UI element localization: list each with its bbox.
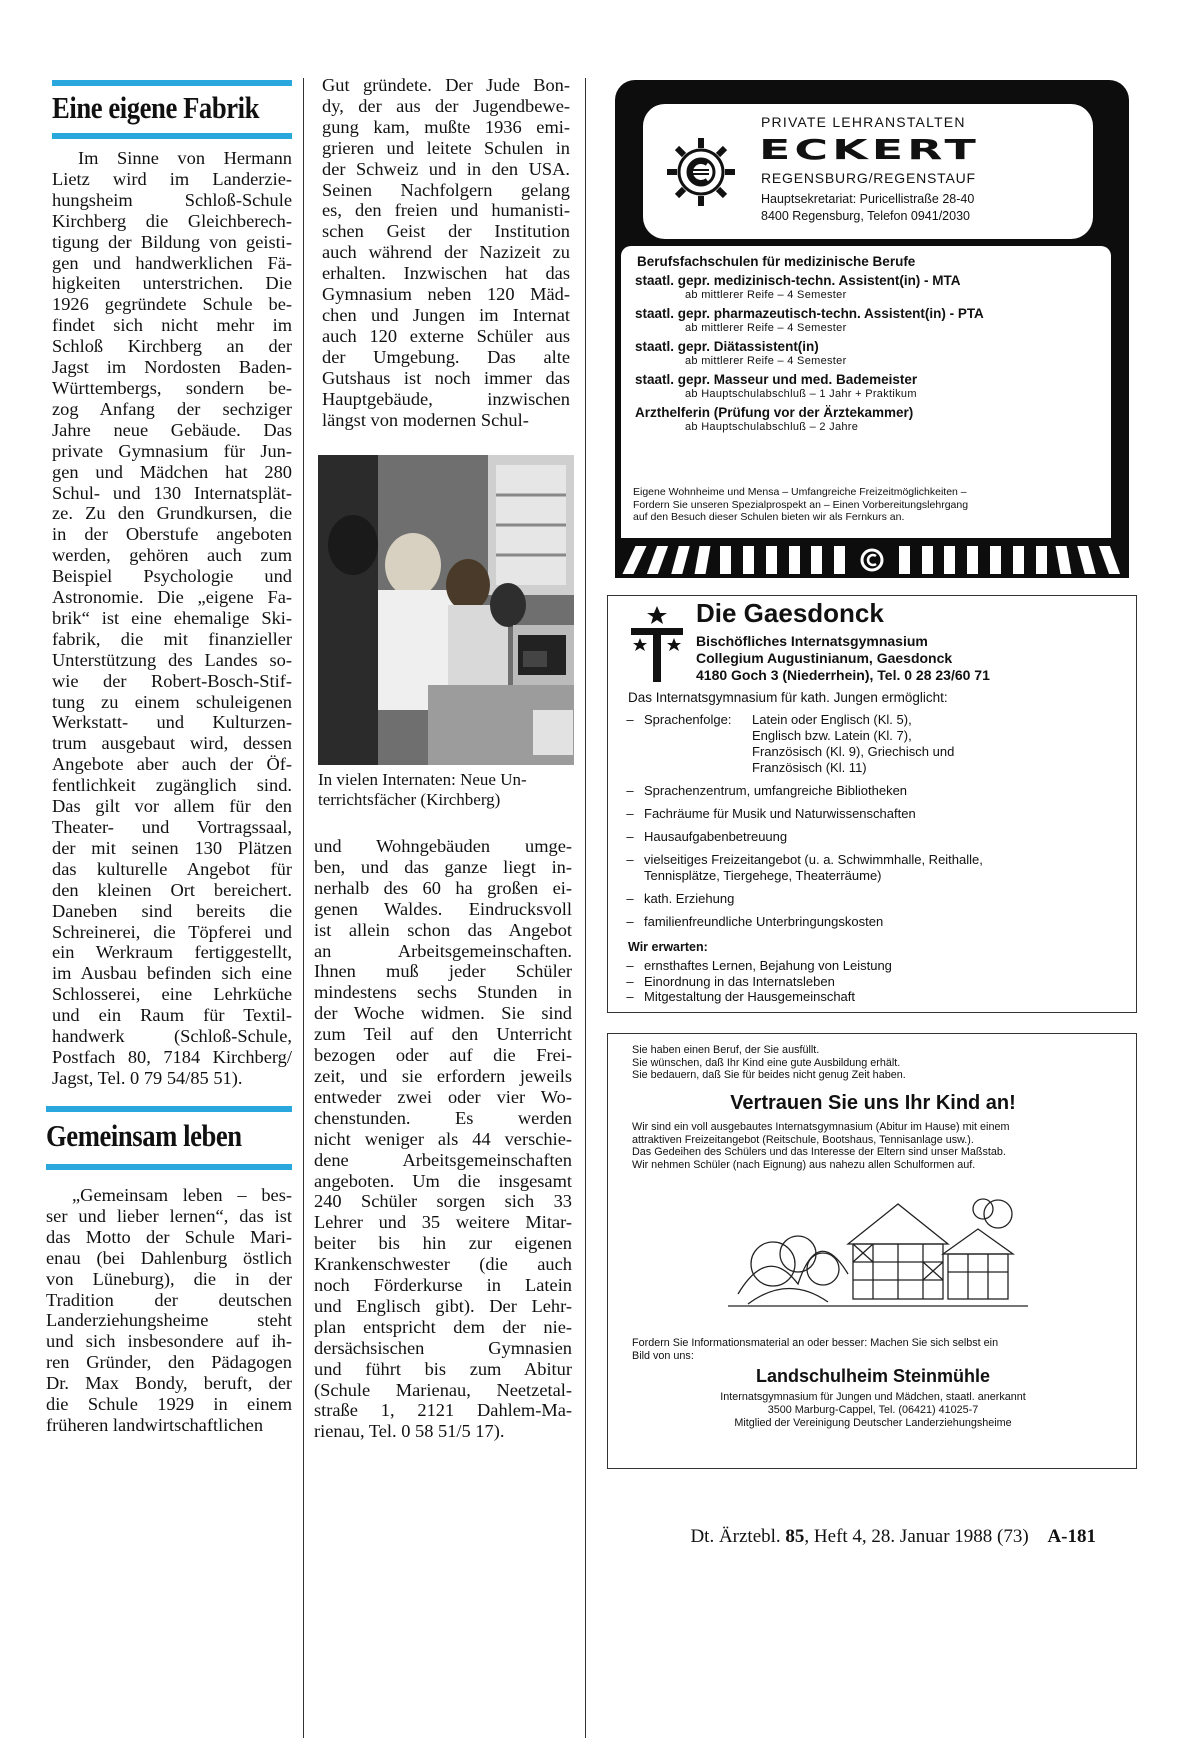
lang-line: Französisch (Kl. 9), Griechisch und [752, 744, 955, 759]
text-line: Dr. Max Bondy, beruft, der [46, 1373, 292, 1394]
text-line: handwerk (Schloß-Schule, [52, 1026, 292, 1047]
gaesdonck-language-values [752, 712, 954, 776]
eckert-name: ECKERT [759, 134, 980, 166]
stripe [1036, 546, 1047, 574]
eckert-footer-line-2: Fordern Sie unseren Spezialprospekt an – Einen Vorbereitungslehrgang [633, 498, 969, 511]
eckert-gear-logo-icon [663, 134, 739, 210]
text-line: an Arbeitsgemeinschaften. [314, 940, 572, 961]
steinmuehle-cta-line: Fordern Sie Informationsmaterial an oder besser: Machen Sie sich selbst ein [632, 1337, 999, 1349]
gaesdonck-intro: Das Internatsgymnasium für kath. Jungen ermöglicht: [628, 690, 948, 705]
bullet: – [626, 852, 634, 867]
stripe [1099, 546, 1120, 574]
text-line: 1926 gegründete Schule be- [52, 294, 292, 315]
stripe [944, 546, 955, 574]
eckert-footer-text [633, 486, 968, 524]
article1-column1 [52, 148, 292, 1089]
text-line: Angebote aber auch der Öf- [52, 754, 292, 775]
gaesdonck-expect-text: Einordnung in das Internatsleben [644, 973, 835, 989]
text-line: ser und lieber lernen“, das ist [46, 1205, 292, 1226]
stripe [811, 546, 822, 574]
gaesdonck-offer-text: Sprachenzentrum, umfangreiche Bibliotheken [644, 783, 908, 798]
text-line: Lietz wird im Landerzie- [52, 168, 292, 189]
text-line: in der Oberstufe angeboten [52, 524, 292, 545]
headline-eine-eigene-fabrik: Eine eigene Fabrik [52, 90, 260, 125]
gaesdonck-expect-item [616, 974, 892, 990]
text-line: Schlosserei, eine Lehrküche [52, 984, 292, 1005]
gaesdonck-expect-text: ernsthaftes Lernen, Bejahung von Leistung [644, 958, 892, 973]
text-line: Daneben sind bereits die [52, 900, 292, 921]
eckert-course-requirement: ab mittlerer Reife – 4 Semester [685, 289, 847, 301]
text-line: private Gymnasium für Jun- [52, 440, 292, 461]
stripe [743, 546, 754, 574]
eckert-course-title: staatl. gepr. pharmazeutisch-techn. Assistent(in) - PTA [635, 306, 984, 321]
gaesdonck-offer-text: vielseitiges Freizeitangebot (u. a. Schwimmhalle, Reithalle, [644, 852, 983, 867]
stripe [1056, 546, 1072, 574]
eckert-footer-line-3: auf den Besuch dieser Schulen bieten wir als Fernkurs an. [633, 511, 905, 523]
text-line: werden, gehören auch zum [52, 545, 292, 566]
footer-volume: 85 [785, 1526, 805, 1547]
ad-eckert-courses-panel [621, 246, 1111, 538]
eckert-course-item [635, 372, 1105, 401]
text-line: higkeiten unterstrichen. Die [52, 273, 292, 294]
text-line: der Woche widmen. Sie sind [314, 1003, 572, 1024]
text-line: im Ausbau befinden sich eine [52, 963, 292, 984]
text-line: rienau, Tel. 0 58 51/5 17). [314, 1421, 505, 1442]
text-line: beiter bis hin zur eigenen [314, 1233, 572, 1254]
column-rule-2 [585, 78, 586, 1738]
text-line: (Schule Marienau, Neetzetal- [314, 1379, 572, 1400]
text-line: Seinen Nachfolgern gelang [322, 179, 570, 200]
ad-gaesdonck [607, 595, 1137, 1013]
gaesdonck-expect-item [616, 989, 892, 1005]
lang-line: Englisch bzw. Latein (Kl. 7), [752, 728, 912, 743]
text-line: und führt bis zum Abitur [314, 1358, 572, 1379]
text-line: gen und Mädchen hat 280 [52, 461, 292, 482]
page-footer [690, 1526, 1096, 1548]
ad-eckert-header-panel [643, 104, 1093, 239]
stripe [647, 546, 668, 574]
gaesdonck-offer-item [616, 914, 1126, 930]
bullet: – [626, 712, 634, 727]
stripe [967, 546, 978, 574]
ad-steinmuehle [607, 1033, 1137, 1469]
text-line: Gutshaus ist noch immer das [322, 367, 570, 388]
eckert-course-title: staatl. gepr. medizinisch-techn. Assistent(in) - MTA [635, 273, 961, 288]
steinmuehle-addr-line: Mitglied der Vereinigung Deutscher Landerziehungsheime [734, 1417, 1012, 1429]
stripe [834, 546, 845, 574]
gaesdonck-offer-item [616, 806, 1126, 822]
gaesdonck-offer-text: kath. Erziehung [644, 891, 735, 906]
gaesdonck-offer-item [616, 891, 1126, 907]
text-line: tigung der Bildung von geisti- [52, 231, 292, 252]
stripe [720, 546, 731, 574]
stripe [695, 546, 711, 574]
eckert-address-1: Hauptsekretariat: Puricellistraße 28-40 [761, 192, 975, 206]
text-line: ein Werkraum fertiggestellt, [52, 942, 292, 963]
text-line: trum ausgebaut wird, dessen [52, 733, 292, 754]
text-line: dene Arbeitsgemeinschaften [314, 1149, 572, 1170]
headline2-rule-top [46, 1106, 292, 1112]
footer-journal: Dt. Ärztebl. [690, 1526, 781, 1547]
text-line: grieren und leitete Schulen in [322, 137, 570, 158]
text-line: chenstunden. Es werden [314, 1107, 572, 1128]
text-line: hungsheim Schloß-Schule [52, 189, 292, 210]
text-line: Jahre neue Gebäude. Das [52, 419, 292, 440]
text-line: Jagst, Tel. 0 79 54/85 51). [52, 1067, 243, 1088]
text-line: ben, und das ganze liegt in- [314, 856, 572, 877]
photo-caption-line-2: terrichtsfächer (Kirchberg) [318, 790, 501, 809]
text-line: und sich insbesondere auf ih- [46, 1331, 292, 1352]
text-line: Das gilt vor allem für den [52, 796, 292, 817]
bullet: – [626, 958, 634, 973]
lang-line: Französisch (Kl. 11) [752, 760, 867, 775]
eckert-small-gear-icon [857, 545, 887, 575]
gaesdonck-offer-item [616, 783, 1126, 799]
steinmuehle-addr-line: 3500 Marburg-Cappel, Tel. (06421) 41025-7 [767, 1404, 979, 1416]
text-line: entweder zwei oder vier Wo- [314, 1086, 572, 1107]
text-line: 240 Schüler sorgen sich 33 [314, 1191, 572, 1212]
steinmuehle-body-line: Wir sind ein voll ausgebautes Internatsgymnasium (Abitur im Hause) mit einem [632, 1121, 1010, 1133]
gaesdonck-offer-item [616, 852, 1126, 868]
text-line: Werkstatt- und Kulturzen- [52, 712, 292, 733]
steinmuehle-body [632, 1121, 1009, 1171]
text-line: enau (bei Dahlenburg östlich [46, 1247, 292, 1268]
text-line: mindestens sechs Stunden in [314, 982, 572, 1003]
text-line: Beispiel Psychologie und [52, 566, 292, 587]
text-line: Krankenschwester (die auch [314, 1254, 572, 1275]
eckert-course-requirement: ab mittlerer Reife – 4 Semester [685, 322, 847, 334]
footer-issue: , Heft 4, 28. Januar 1988 (73) [804, 1526, 1029, 1547]
text-line: erhalten. Inzwischen hat das [322, 263, 570, 284]
text-line: Gymnasium neben 120 Mäd- [322, 284, 570, 305]
text-line: das Motto der Schule Mari- [46, 1226, 292, 1247]
bullet: – [626, 891, 634, 906]
steinmuehle-intro-line: Sie wünschen, daß Ihr Kind eine gute Ausbildung erhält. [632, 1056, 901, 1069]
gaesdonck-offer-text: Tennisplätze, Tiergehege, Theaterräume) [644, 868, 882, 883]
text-line: die Schule 1929 in einem [46, 1394, 292, 1415]
eckert-address-2: 8400 Regensburg, Telefon 0941/2030 [761, 209, 970, 223]
text-line: Schloß Kirchberg an der [52, 336, 292, 357]
text-line: Lehrer und 35 weitere Mitar- [314, 1212, 572, 1233]
gaesdonck-subtitle [696, 633, 990, 684]
bullet [616, 868, 644, 884]
steinmuehle-intro [632, 1044, 906, 1082]
text-line: der Umgebung. Das alte [322, 346, 570, 367]
steinmuehle-intro-line: Sie haben einen Beruf, der Sie ausfüllt. [632, 1044, 820, 1056]
column-rule-1 [303, 78, 304, 1738]
bullet: – [626, 806, 634, 821]
text-line: Kirchberg die Gleichberech- [52, 210, 292, 231]
text-line: zeit, und sie erfordern jeweils [314, 1065, 572, 1086]
gaesdonck-offer-item [616, 829, 1126, 845]
stripe [671, 546, 690, 574]
eckert-course-title: staatl. gepr. Masseur und med. Bademeister [635, 372, 918, 387]
eckert-course-requirement: ab Hauptschulabschluß – 2 Jahre [685, 421, 859, 433]
text-line: ren Gründer, den Pädagogen [46, 1352, 292, 1373]
stripe [766, 546, 777, 574]
steinmuehle-address [608, 1391, 1138, 1430]
gaesdonck-expect-text: Mitgestaltung der Hausgemeinschaft [644, 989, 856, 1004]
text-line: straße 1, 2121 Dahlem-Ma- [314, 1400, 572, 1421]
text-line: Hauptgebäude, inzwischen [322, 388, 570, 409]
text-line: Ihnen muß jeder Schüler [314, 961, 572, 982]
steinmuehle-body-line: Das Gedeihen des Schülers und das Interesse der Eltern sind unser Maßstab. [632, 1146, 1006, 1158]
text-line: bezogen oder auf die Frei- [314, 1045, 572, 1066]
text-line: und ein Raum für Textil- [52, 1005, 292, 1026]
text-line: es, den freien und humanisti- [322, 200, 570, 221]
headline-rule-bottom [52, 133, 292, 139]
article2-column1 [46, 1185, 292, 1436]
eckert-course-list [635, 273, 1105, 438]
text-line: gung kam, mußte 1936 emi- [322, 116, 570, 137]
text-line: Württembergs, sondern be- [52, 377, 292, 398]
steinmuehle-intro-line: Sie bedauern, daß Sie für beides nicht genug Zeit haben. [632, 1069, 906, 1081]
stripe [1013, 546, 1024, 574]
photo-caption [318, 770, 578, 810]
eckert-kicker: PRIVATE LEHRANSTALTEN [761, 114, 966, 130]
text-line: zum Teil auf den Unterricht [314, 1024, 572, 1045]
bullet: – [626, 829, 634, 844]
gaesdonck-offer-item [616, 868, 1126, 884]
text-line: angeboten. Um die insgesamt [314, 1170, 572, 1191]
lang-line: Latein oder Englisch (Kl. 5), [752, 712, 912, 727]
text-line: zog Anfang der sechziger [52, 398, 292, 419]
gaesdonck-sub-1: Bischöfliches Internatsgymnasium [696, 633, 928, 649]
stripe [622, 546, 646, 574]
text-line: brik“ ist eine ehemalige Ski- [52, 607, 292, 628]
text-line: ist allein schon das Angebot [314, 919, 572, 940]
text-line: noch Förderkurse in Latein [314, 1275, 572, 1296]
text-line: der Schweiz und in den USA. [322, 158, 570, 179]
text-line: chen und Jungen im Internat [322, 304, 570, 325]
text-line: und Wohngebäuden umge- [314, 836, 572, 856]
bullet: – [626, 989, 634, 1004]
eckert-course-item [635, 405, 1105, 434]
stripe [789, 546, 800, 574]
gaesdonck-expect-list [616, 958, 892, 1005]
text-line: Postfach 80, 7184 Kirchberg/ [52, 1046, 292, 1067]
text-line: schen Geist der Institution [322, 221, 570, 242]
bullet: – [626, 783, 634, 798]
text-line: Schreinerei, die Töpferei und [52, 921, 292, 942]
text-line: genen Waldes. Eindrucksvoll [314, 898, 572, 919]
headline-rule-top [52, 80, 292, 86]
gaesdonck-sub-2: Collegium Augustinianum, Gaesdonck [696, 650, 953, 666]
text-line: und Englisch gibt). Der Lehr- [314, 1295, 572, 1316]
gaesdonck-language-item [616, 712, 1126, 776]
gaesdonck-name: Die Gaesdonck [696, 598, 884, 628]
text-line: früheren landwirtschaftlichen [46, 1414, 264, 1435]
text-line: tung zu einem schuleigenen [52, 691, 292, 712]
gaesdonck-language-label: Sprachenfolge: [644, 712, 732, 727]
text-line: Gut gründete. Der Jude Bon- [322, 75, 570, 95]
text-line: dersächsischen Gymnasien [314, 1337, 572, 1358]
text-line: längst von modernen Schul- [322, 409, 529, 430]
eckert-stripe-band [615, 542, 1129, 578]
gaesdonck-expect-heading: Wir erwarten: [628, 940, 708, 954]
text-line: Tradition der deutschen [46, 1289, 292, 1310]
steinmuehle-building-drawing [728, 1184, 1028, 1314]
eckert-location: REGENSBURG/REGENSTAUF [761, 170, 976, 186]
eckert-course-title: staatl. gepr. Diätassistent(in) [635, 339, 819, 354]
steinmuehle-slogan: Vertrauen Sie uns Ihr Kind an! [730, 1092, 1016, 1114]
classroom-photo-illustration [318, 455, 574, 765]
article2-column2-bottom [314, 836, 572, 1442]
steinmuehle-body-line: Wir nehmen Schüler (nach Eignung) aus nahezu allen Schulformen auf. [632, 1158, 976, 1171]
gaesdonck-cross-logo-icon [628, 604, 686, 684]
gaesdonck-expect-item [616, 958, 892, 974]
text-line: ze. Zu den Grundkursen, die [52, 503, 292, 524]
article2-column2-top [322, 75, 570, 430]
gaesdonck-offer-text: Hausaufgabenbetreuung [644, 829, 788, 844]
stripe [1077, 546, 1096, 574]
text-line: findet sich nicht mehr im [52, 315, 292, 336]
text-line: Im Sinne von Hermann [78, 148, 292, 168]
text-line: Schul- und 130 Internatsplät- [52, 482, 292, 503]
text-line: das kulturelle Angebot für [52, 858, 292, 879]
text-line: Theater- und Vortragssaal, [52, 817, 292, 837]
steinmuehle-name: Landschulheim Steinmühle [755, 1366, 991, 1386]
bullet: – [626, 914, 634, 929]
text-line: auch während der Nazizeit zu [322, 242, 570, 263]
stripe [990, 546, 1001, 574]
eckert-course-item [635, 339, 1105, 368]
stripe [922, 546, 933, 574]
text-line: Landerziehungsheime steht [46, 1310, 292, 1331]
stripe [899, 546, 910, 574]
bullet: – [626, 973, 634, 989]
text-line: gen und handwerklichen Fä- [52, 252, 292, 273]
text-line: Unterstützung des Landes so- [52, 649, 292, 670]
footer-page-number: A-181 [1047, 1526, 1096, 1547]
text-line: Jagst im Nordosten Baden- [52, 357, 292, 378]
gaesdonck-items [616, 783, 1126, 930]
ad-eckert [615, 80, 1129, 578]
text-line: wie der Robert-Bosch-Stif- [52, 670, 292, 691]
steinmuehle-body-line: attraktiven Freizeitangebot (Reitschule, Bootshaus, Tennisanlage usw.). [632, 1133, 974, 1146]
classroom-photo [318, 455, 574, 765]
eckert-course-title: Arzthelferin (Prüfung vor der Ärztekammer) [635, 405, 914, 420]
text-line: fabrik, die mit finanzieller [52, 628, 292, 649]
text-line: nicht weniger als 44 verschie- [314, 1128, 572, 1149]
eckert-course-item [635, 306, 1105, 335]
steinmuehle-cta [632, 1337, 998, 1362]
text-line: auch 120 externe Schüler aus [322, 325, 570, 346]
gaesdonck-offer-text: familienfreundliche Unterbringungskosten [644, 914, 884, 929]
eckert-courses-heading: Berufsfachschulen für medizinische Berufe [637, 254, 916, 269]
text-line: fentlichkeit zugänglich sind. [52, 775, 292, 796]
text-line: „Gemeinsam leben – bes- [72, 1185, 292, 1205]
photo-caption-line-1: In vielen Internaten: Neue Un- [318, 770, 527, 789]
gaesdonck-offer-list [616, 712, 1126, 930]
headline2-rule-bottom [46, 1164, 292, 1170]
text-line: der mit seinen 130 Plätzen [52, 837, 292, 858]
text-line: den kleinen Ort bereichert. [52, 879, 292, 900]
gaesdonck-sub-3: 4180 Goch 3 (Niederrhein), Tel. 0 28 23/60 71 [696, 667, 990, 683]
text-line: Astronomie. Die „eigene Fa- [52, 587, 292, 608]
text-line: von Lüneburg), die in der [46, 1268, 292, 1289]
eckert-course-requirement: ab mittlerer Reife – 4 Semester [685, 355, 847, 367]
text-line: nerhalb des 60 ha großen ei- [314, 877, 572, 898]
text-line: dy, der aus der Jugendbewe- [322, 95, 570, 116]
eckert-footer-line-1: Eigene Wohnheime und Mensa – Umfangreiche Freizeitmöglichkeiten – [633, 486, 967, 498]
headline-gemeinsam-leben: Gemeinsam leben [46, 1118, 242, 1153]
steinmuehle-addr-line: Internatsgymnasium für Jungen und Mädchen, staatl. anerkannt [720, 1391, 1026, 1403]
gaesdonck-offer-text: Fachräume für Musik und Naturwissenschaften [644, 806, 916, 821]
eckert-course-item [635, 273, 1105, 302]
steinmuehle-cta-line: Bild von uns: [632, 1349, 694, 1362]
text-line: plan entspricht dem der nie- [314, 1316, 572, 1337]
eckert-course-requirement: ab Hauptschulabschluß – 1 Jahr + Praktikum [685, 388, 917, 400]
